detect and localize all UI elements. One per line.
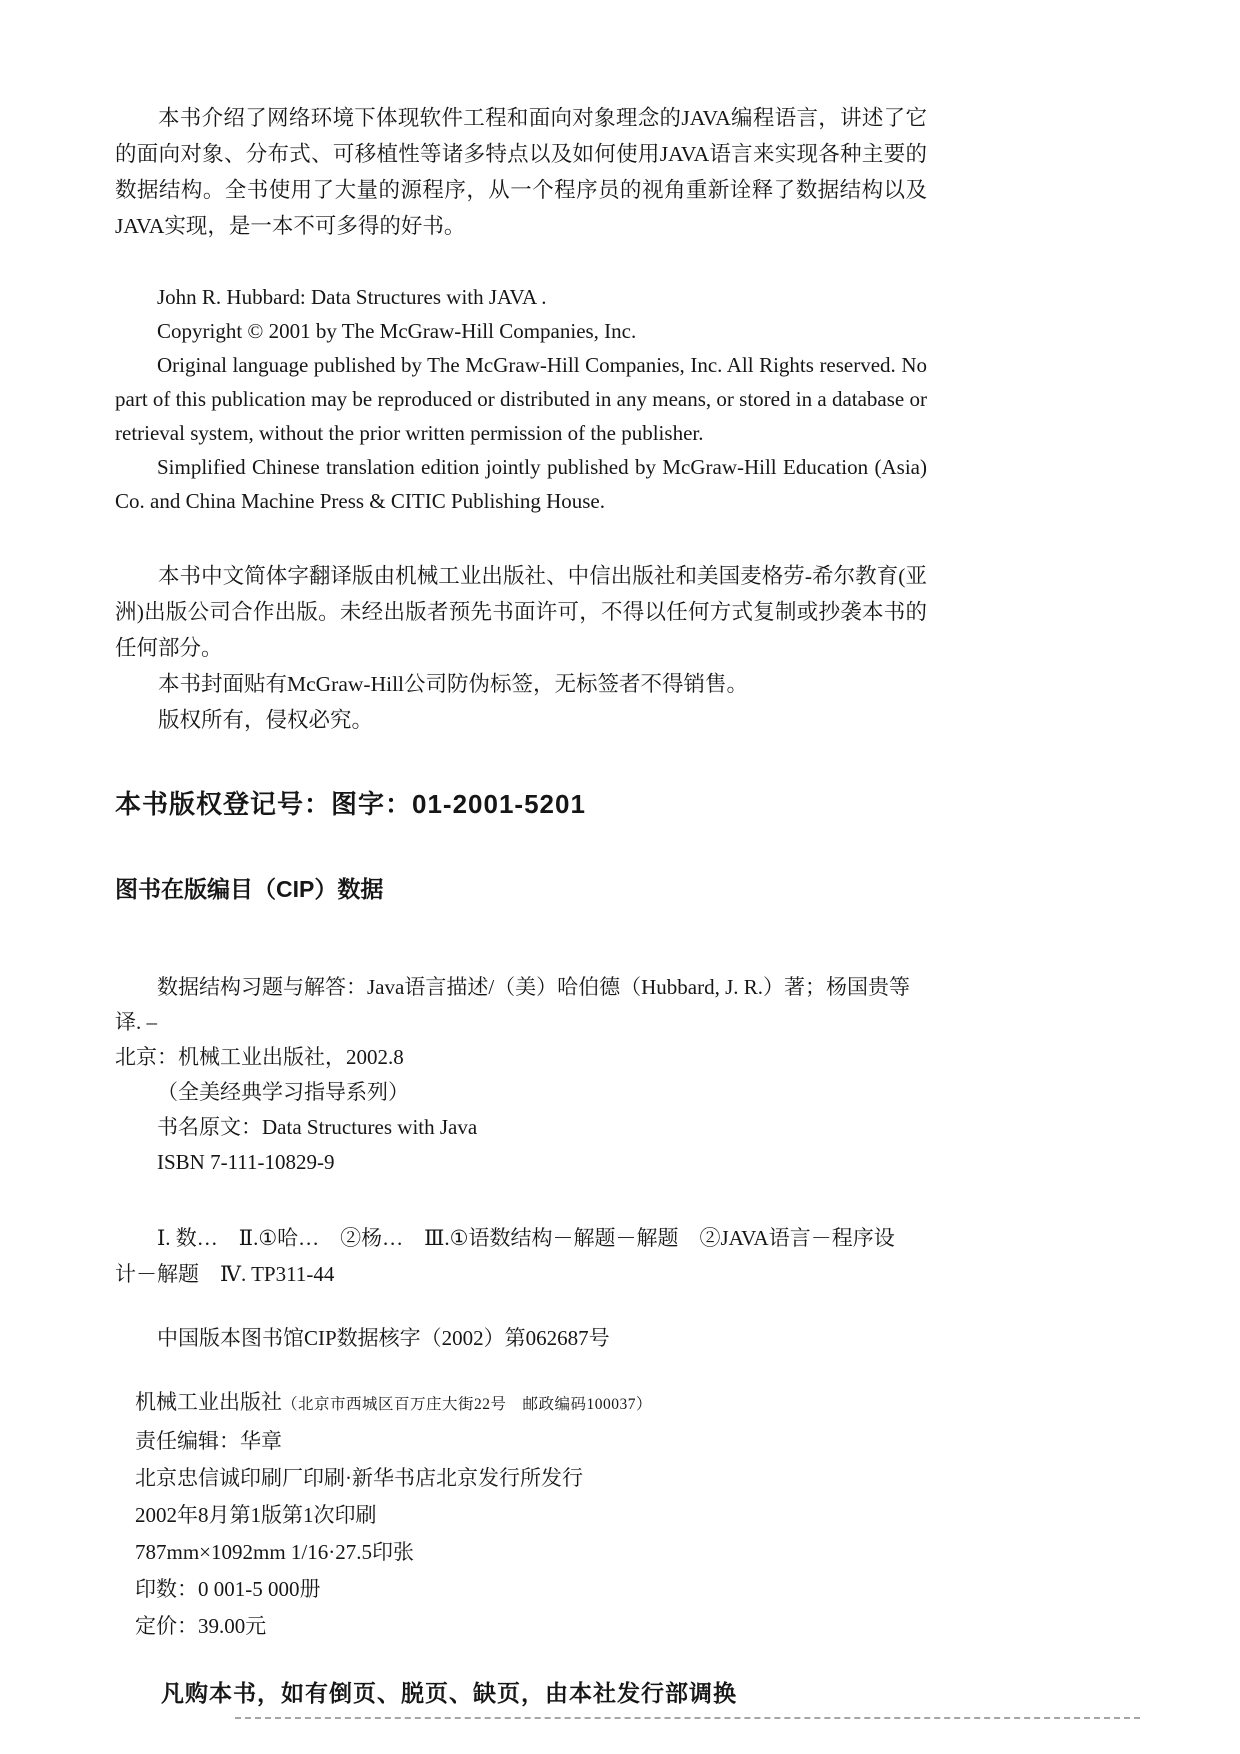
print-run-line: 印数：0 001-5 000册 (135, 1577, 321, 1601)
chinese-copyright-block (115, 558, 927, 738)
cip-entry-block (115, 970, 927, 1180)
cip-series-line: （全美经典学习指导系列） (157, 1080, 409, 1104)
tear-dashed-line (235, 1717, 1140, 1719)
isbn-line: ISBN 7-111-10829-9 (157, 1150, 335, 1174)
cip-heading: 图书在版编目（CIP）数据 (115, 876, 384, 902)
classification-line1: Ⅰ. 数… Ⅱ.①哈… ②杨… Ⅲ.①语数结构－解题－解题 ②JAVA语言－程序设 (157, 1226, 895, 1250)
publisher-line (135, 1384, 927, 1423)
registration-number: 本书版权登记号：图字：01-2001-5201 (115, 789, 586, 819)
colophon-block (135, 1384, 927, 1645)
cip-entry-line1: 数据结构习题与解答：Java语言描述/（美）哈伯德（Hubbard, J. R.）著；杨国贵等译. – (115, 975, 911, 1034)
anticounterfeit-label-line: 本书封面贴有McGraw-Hill公司防伪标签，无标签者不得销售。 (158, 672, 749, 696)
price-line: 定价：39.00元 (135, 1614, 267, 1638)
publisher-address: （北京市西城区百万庄大街22号 邮政编码100037） (282, 1396, 653, 1413)
translation-publishers-paragraph: 本书中文简体字翻译版由机械工业出版社、中信出版社和美国麦格劳-希尔教育(亚洲)出版公司合作出版。未经出版者预先书面许可，不得以任何方式复制或抄袭本书的任何部分。 (115, 564, 927, 660)
edition-line: 2002年8月第1版第1次印刷 (135, 1503, 377, 1527)
intro-paragraph: 本书介绍了网络环境下体现软件工程和面向对象理念的JAVA编程语言，讲述了它的面向对象、分布式、可移植性等诸多特点以及如何使用JAVA语言来实现各种主要的数据结构。全书使用了大量的源程序，从一个程序员的视角重新诠释了数据结构以及JAVA实现，是一本不可多得的好书。 (115, 106, 927, 238)
cip-original-title-line: 书名原文：Data Structures with Java (157, 1115, 478, 1139)
rights-paragraph: Original language published by The McGraw-Hill Companies, Inc. All Rights reserved. No part of this publication may be reproduced or distributed in any means, or stored in a database or retrieval system, without the prior written permission of the publisher. (115, 353, 927, 445)
editor-line: 责任编辑：华章 (135, 1429, 282, 1453)
translation-edition-paragraph: Simplified Chinese translation edition jointly published by McGraw-Hill Education (Asia) Co. and China Machine Press & CITIC Publishing House. (115, 455, 927, 513)
english-copyright-block (115, 280, 927, 518)
cip-entry-line2: 北京：机械工业出版社，2002.8 (115, 1045, 404, 1069)
exchange-notice: 凡购本书，如有倒页、脱页、缺页，由本社发行部调换 (161, 1681, 737, 1706)
publisher-name: 机械工业出版社 (135, 1390, 282, 1414)
book-title-line: John R. Hubbard: Data Structures with JAVA . (157, 285, 547, 309)
cip-record-number: 中国版本图书馆CIP数据核字（2002）第062687号 (157, 1326, 610, 1350)
printer-line: 北京忠信诚印刷厂印刷·新华书店北京发行所发行 (135, 1466, 583, 1490)
format-line: 787mm×1092mm 1/16·27.5印张 (135, 1540, 415, 1564)
classification-block (115, 1220, 927, 1292)
all-rights-reserved-line: 版权所有，侵权必究。 (158, 708, 374, 732)
classification-line2: 计－解题 Ⅳ. TP311-44 (115, 1262, 335, 1286)
copyright-line: Copyright © 2001 by The McGraw-Hill Companies, Inc. (157, 319, 637, 343)
